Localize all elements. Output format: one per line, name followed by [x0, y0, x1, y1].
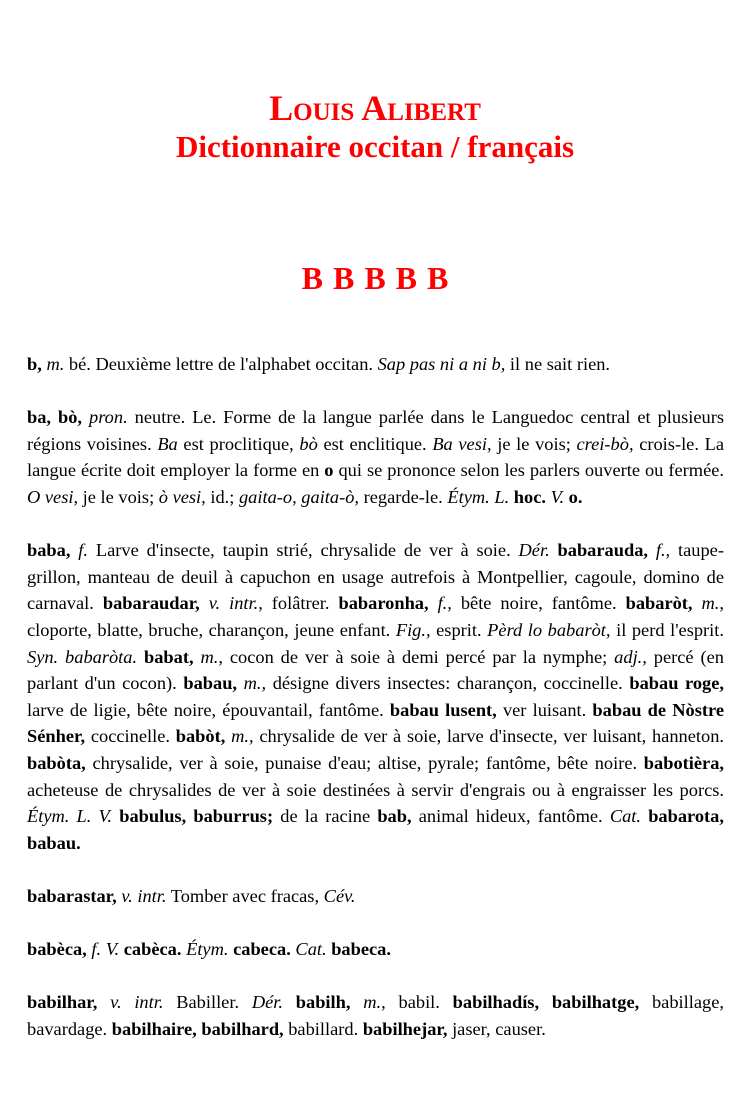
entry-annotation: v. intr. — [121, 885, 167, 906]
entry-annotation: V. — [550, 486, 565, 507]
entry-annotation: f., — [437, 593, 452, 614]
entry-annotation: f. V. — [91, 939, 120, 960]
entry-annotation: Étym. L. — [447, 486, 510, 507]
entry-text: il perd l'esprit. — [610, 619, 724, 640]
entry-annotation: gaita-o, gaita-ò, — [238, 486, 360, 507]
entry-text: babillard. — [283, 1018, 363, 1039]
dictionary-entry-baba — [27, 537, 724, 856]
entry-text — [350, 992, 363, 1012]
entry-text: de la racine — [273, 806, 378, 827]
entry-annotation: m., — [243, 673, 267, 694]
dictionary-entry-b — [27, 351, 724, 378]
entry-term: babau, — [183, 673, 238, 694]
entry-text — [237, 673, 244, 693]
dictionary-entry-babilhar — [27, 989, 724, 1042]
entry-text: crois-le. La langue écrite doit employer la forme en — [27, 433, 724, 481]
entry-text: coccinelle. — [85, 726, 176, 747]
entry-annotation: Syn. babaròta. — [27, 646, 138, 667]
entry-term: babeca. — [331, 939, 391, 960]
letter-section-heading: B B B B B — [301, 260, 449, 296]
dictionary-entry-ba — [27, 404, 724, 510]
entry-text: regarde-le. — [359, 486, 448, 507]
entry-annotation: v. intr., — [208, 593, 263, 614]
entry-headword: ba, bò, — [27, 407, 83, 428]
entry-headword: babilhar, — [27, 992, 98, 1013]
entry-term: babilhadís, babilhatge, — [452, 992, 640, 1013]
dictionary-entry-babeca — [27, 936, 724, 963]
entry-text: larve de ligie, bête noire, épouvantail, fantôme. — [27, 699, 390, 720]
entry-text: id.; — [205, 486, 239, 507]
entry-text: désigne divers insectes: charançon, coccinelle. — [266, 673, 630, 694]
entry-term: babaròt, — [625, 593, 693, 614]
entry-annotation: Ba — [157, 433, 178, 454]
entry-annotation: m., — [363, 992, 386, 1013]
entry-headword: b, — [27, 354, 42, 374]
entry-term: babarauda, — [557, 540, 648, 561]
entry-annotation: m., — [200, 646, 223, 667]
entry-term: babau roge, — [629, 673, 724, 694]
entry-text — [82, 407, 89, 427]
entry-term: babòta, — [27, 752, 86, 773]
entry-annotation: m. — [46, 354, 65, 374]
document-header — [0, 88, 750, 166]
entry-term: babarota, babau. — [27, 806, 724, 853]
entry-term: cabeca. — [233, 939, 291, 960]
entry-text: ver luisant. — [496, 699, 593, 720]
entry-term: babilhaire, babilhard, — [111, 1018, 284, 1039]
entry-annotation: f., — [655, 540, 671, 561]
entry-term: cabèca. — [123, 939, 182, 960]
entry-annotation: Dér. — [518, 540, 550, 561]
entry-annotation: v. intr. — [110, 992, 164, 1013]
entry-text: il ne sait rien. — [505, 354, 611, 374]
entry-text — [693, 593, 702, 613]
entry-text: folâtrer. — [262, 593, 339, 614]
entry-text — [429, 593, 438, 613]
entry-text: taupe-grillon, manteau de deuil à capuchon en usage autrefois à Montpellier, cagoule, domino de carnaval. — [27, 540, 724, 614]
entry-text — [648, 540, 656, 560]
entry-annotation: Ba vesi, — [432, 433, 492, 454]
entry-text — [550, 540, 558, 560]
entry-headword: babèca, — [27, 939, 87, 960]
entry-text: babil. — [385, 992, 453, 1013]
entry-term: babulus, baburrus; — [119, 806, 274, 827]
entry-term: babaronha, — [338, 593, 429, 614]
entry-text: animal hideux, fantôme. — [411, 806, 610, 827]
author-name: Louis Alibert — [269, 88, 481, 128]
entry-text: babillage, bavardage. — [27, 992, 724, 1039]
dictionary-entries — [27, 351, 724, 1069]
entry-text: neutre. Le. Forme de la langue parlée dans le Languedoc central et plusieurs régions voisines. — [27, 407, 724, 454]
entry-text: je le vois; — [78, 486, 159, 507]
entry-text: percé (en parlant d'un cocon). — [27, 646, 724, 694]
entry-text: est proclitique, — [177, 433, 300, 454]
entry-term: babau de Nòstre Sénher, — [27, 699, 724, 747]
entry-headword: babarastar, — [27, 885, 117, 906]
entry-text — [137, 647, 144, 667]
entry-text: acheteuse de chrysalides de ver à soie destinées à servir d'engrais ou à engraisser les porcs. — [27, 779, 724, 800]
entry-term: babat, — [144, 646, 194, 667]
entry-annotation: bò — [299, 433, 318, 454]
entry-annotation: Étym. — [186, 939, 229, 960]
entry-text: je le vois; — [491, 433, 577, 454]
entry-term: babaraudar, — [102, 593, 200, 614]
entry-term: babau lusent, — [389, 699, 497, 720]
entry-annotation: Cat. — [609, 806, 641, 827]
entry-term: babilhejar, — [362, 1018, 448, 1039]
entry-text — [283, 992, 296, 1012]
entry-text: bé. Deuxième lettre de l'alphabet occitan. — [64, 354, 378, 374]
entry-annotation: O vesi, — [27, 486, 79, 507]
entry-text: Tomber avec fracas, — [166, 885, 324, 906]
entry-text: est enclitique. — [317, 433, 433, 454]
entry-term: babòt, — [175, 726, 226, 747]
entry-text: bête noire, fantôme. — [451, 593, 626, 614]
entry-annotation: Cév. — [323, 885, 356, 906]
entry-term: babilh, — [295, 992, 351, 1013]
entry-annotation: Sap pas ni a ni b, — [377, 354, 506, 374]
entry-term: o — [324, 460, 334, 481]
entry-annotation: m., — [701, 593, 724, 614]
entry-text: esprit. — [430, 619, 488, 640]
entry-annotation: Fig., — [395, 619, 431, 640]
entry-annotation: pron. — [89, 407, 128, 428]
entry-annotation: adj., — [614, 646, 647, 667]
entry-headword: baba, — [27, 540, 71, 561]
entry-text: chrysalide de ver à soie, larve d'insecte, ver luisant, hanneton. — [253, 726, 724, 747]
entry-text: Larve d'insecte, taupin strié, chrysalide de ver à soie. — [88, 540, 519, 561]
entry-text: chrysalide, ver à soie, punaise d'eau; altise, pyrale; fantôme, bête noire. — [85, 752, 644, 773]
entry-text: cloporte, blatte, bruche, charançon, jeune enfant. — [27, 619, 396, 640]
entry-term: o. — [568, 486, 583, 507]
entry-text: Babiller. — [163, 992, 252, 1013]
entry-annotation: Cat. — [295, 939, 327, 960]
entry-text: qui se prononce selon les parlers ouverte ou fermée. — [333, 460, 724, 481]
entry-text — [97, 992, 110, 1012]
dictionary-title: Dictionnaire occitan / français — [175, 129, 575, 164]
entry-annotation: Pèrd lo babaròt, — [487, 619, 611, 640]
entry-term: babotièra, — [643, 752, 724, 773]
entry-annotation: m., — [231, 726, 254, 747]
entry-text: cocon de ver à soie à demi percé par la nymphe; — [222, 646, 615, 667]
entry-annotation: Étym. L. V. — [27, 806, 113, 827]
entry-annotation: ò vesi, — [158, 486, 206, 507]
dictionary-entry-babarastar — [27, 883, 724, 910]
entry-text — [200, 593, 209, 613]
entry-annotation: crei-bò, — [576, 433, 634, 454]
entry-annotation: f. — [78, 540, 89, 561]
entry-term: bab, — [377, 806, 412, 827]
entry-term: hoc. — [513, 486, 546, 507]
entry-annotation: Dér. — [251, 992, 283, 1013]
entry-text: jaser, causer. — [447, 1018, 546, 1039]
